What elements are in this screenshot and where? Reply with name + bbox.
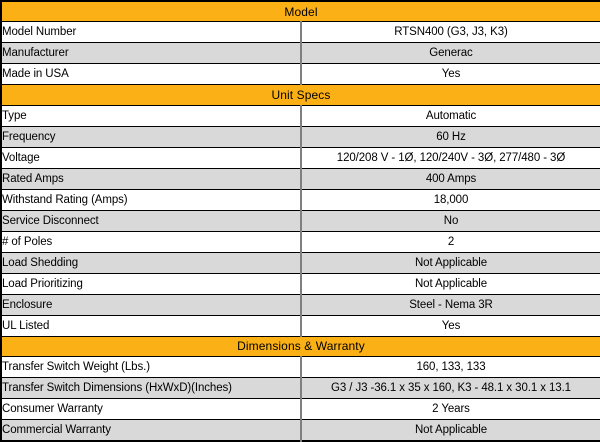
spec-row-ul-listed: [1, 315, 600, 336]
spec-row-commercial-warranty: [1, 420, 600, 441]
section-header-label: Model: [1, 1, 600, 22]
spec-row-withstand-rating-amps: [1, 189, 600, 210]
spec-value: Not Applicable: [301, 273, 600, 294]
spec-label: Manufacturer: [1, 43, 301, 64]
spec-value: 18,000: [301, 189, 600, 210]
section-header-label: Dimensions & Warranty: [1, 336, 600, 357]
spec-label: Transfer Switch Dimensions (HxWxD)(Inches): [1, 378, 301, 399]
spec-row-enclosure: [1, 294, 600, 315]
spec-row-manufacturer: [1, 43, 600, 64]
spec-value: RTSN400 (G3, J3, K3): [301, 22, 600, 43]
spec-row-load-prioritizing: [1, 273, 600, 294]
spec-row-service-disconnect: [1, 210, 600, 231]
spec-value: Steel - Nema 3R: [301, 294, 600, 315]
spec-value: Yes: [301, 64, 600, 85]
spec-table-body: [1, 1, 600, 441]
spec-row-type: [1, 106, 600, 127]
spec-row-transfer-switch-weight-lbs: [1, 357, 600, 378]
spec-label: Model Number: [1, 22, 301, 43]
spec-value: G3 / J3 -36.1 x 35 x 160, K3 - 48.1 x 30.1 x 13.1: [301, 378, 600, 399]
spec-value: 120/208 V - 1Ø, 120/240V - 3Ø, 277/480 - 3Ø: [301, 148, 600, 169]
spec-row-frequency: [1, 127, 600, 148]
spec-value: 60 Hz: [301, 127, 600, 148]
spec-label: Voltage: [1, 148, 301, 169]
spec-row-made-in-usa: [1, 64, 600, 85]
spec-label: Enclosure: [1, 294, 301, 315]
spec-label: Load Shedding: [1, 252, 301, 273]
spec-label: Type: [1, 106, 301, 127]
spec-row-load-shedding: [1, 252, 600, 273]
section-header-label: Unit Specs: [1, 85, 600, 106]
spec-row-voltage: [1, 148, 600, 169]
spec-label: Service Disconnect: [1, 210, 301, 231]
spec-row-consumer-warranty: [1, 399, 600, 420]
spec-value: 2: [301, 231, 600, 252]
spec-value: No: [301, 210, 600, 231]
spec-label: Transfer Switch Weight (Lbs.): [1, 357, 301, 378]
spec-row-rated-amps: [1, 169, 600, 190]
spec-value: Not Applicable: [301, 420, 600, 441]
spec-label: Consumer Warranty: [1, 399, 301, 420]
spec-value: 2 Years: [301, 399, 600, 420]
section-header-row-unit-specs: [1, 85, 600, 106]
spec-label: Frequency: [1, 127, 301, 148]
spec-value: Yes: [301, 315, 600, 336]
spec-label: Made in USA: [1, 64, 301, 85]
spec-label: Commercial Warranty: [1, 420, 301, 441]
spec-value: Automatic: [301, 106, 600, 127]
spec-label: Load Prioritizing: [1, 273, 301, 294]
spec-label: # of Poles: [1, 231, 301, 252]
spec-label: Withstand Rating (Amps): [1, 189, 301, 210]
spec-value: Generac: [301, 43, 600, 64]
spec-label: Rated Amps: [1, 169, 301, 190]
spec-label: UL Listed: [1, 315, 301, 336]
spec-value: 400 Amps: [301, 169, 600, 190]
spec-value: Not Applicable: [301, 252, 600, 273]
spec-row-model-number: [1, 22, 600, 43]
spec-row-of-poles: [1, 231, 600, 252]
section-header-row-dimensions-warranty: [1, 336, 600, 357]
section-header-row-model: [1, 1, 600, 22]
spec-row-transfer-switch-dimensions-hxwxd-inches: [1, 378, 600, 399]
spec-value: 160, 133, 133: [301, 357, 600, 378]
